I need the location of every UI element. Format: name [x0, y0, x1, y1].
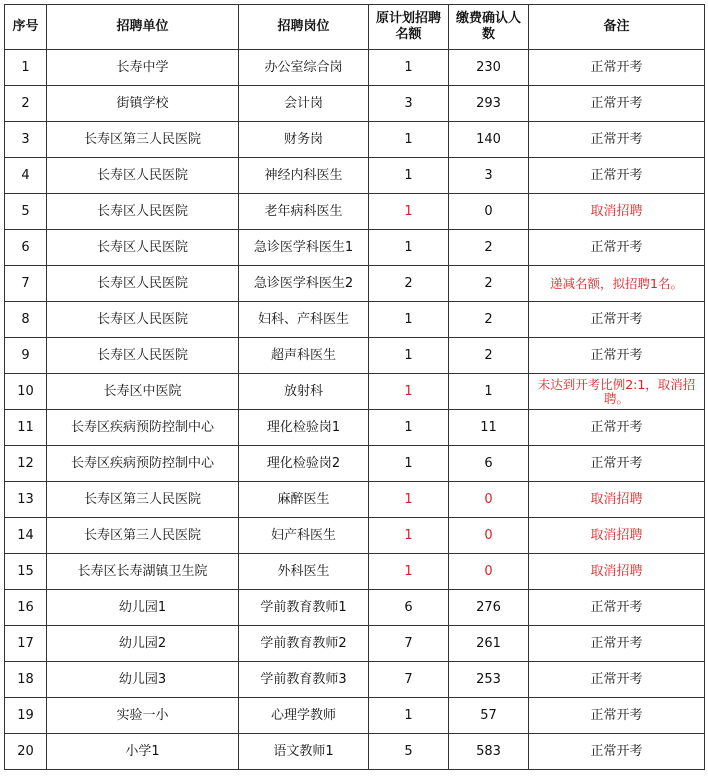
table-row: [5, 158, 705, 194]
table-row: [5, 662, 705, 698]
cell-plan: 1: [369, 338, 449, 374]
cell-paid: 2: [449, 302, 529, 338]
cell-note: 正常开考: [529, 698, 705, 734]
cell-note: 取消招聘: [529, 554, 705, 590]
cell-paid: 293: [449, 86, 529, 122]
cell-paid: 6: [449, 446, 529, 482]
cell-note: 正常开考: [529, 302, 705, 338]
cell-plan: 1: [369, 554, 449, 590]
cell-seq: 5: [5, 194, 47, 230]
cell-unit: 长寿区疾病预防控制中心: [47, 446, 239, 482]
table-row: [5, 410, 705, 446]
cell-plan: 7: [369, 626, 449, 662]
cell-paid: 2: [449, 266, 529, 302]
cell-plan: 2: [369, 266, 449, 302]
cell-post: 财务岗: [239, 122, 369, 158]
cell-unit: 长寿区第三人民医院: [47, 122, 239, 158]
cell-unit: 长寿区人民医院: [47, 302, 239, 338]
cell-post: 理化检验岗1: [239, 410, 369, 446]
cell-note: 正常开考: [529, 590, 705, 626]
table-row: [5, 302, 705, 338]
cell-paid: 1: [449, 374, 529, 410]
cell-post: 老年病科医生: [239, 194, 369, 230]
cell-seq: 8: [5, 302, 47, 338]
cell-post: 会计岗: [239, 86, 369, 122]
cell-paid: 57: [449, 698, 529, 734]
table-row: [5, 122, 705, 158]
cell-post: 放射科: [239, 374, 369, 410]
cell-unit: 幼儿园1: [47, 590, 239, 626]
table-row: [5, 230, 705, 266]
cell-note: 正常开考: [529, 230, 705, 266]
header-note: 备注: [529, 5, 705, 50]
cell-note: 正常开考: [529, 662, 705, 698]
cell-paid: 0: [449, 194, 529, 230]
recruitment-table-container: [4, 4, 705, 770]
cell-plan: 6: [369, 590, 449, 626]
cell-unit: 长寿区人民医院: [47, 338, 239, 374]
cell-note: 取消招聘: [529, 482, 705, 518]
table-row: [5, 734, 705, 770]
cell-seq: 12: [5, 446, 47, 482]
cell-post: 神经内科医生: [239, 158, 369, 194]
cell-note: 正常开考: [529, 626, 705, 662]
cell-plan: 1: [369, 158, 449, 194]
cell-seq: 20: [5, 734, 47, 770]
cell-post: 心理学教师: [239, 698, 369, 734]
table-row: [5, 86, 705, 122]
table-row: [5, 518, 705, 554]
cell-note: 正常开考: [529, 50, 705, 86]
cell-post: 麻醉医生: [239, 482, 369, 518]
cell-paid: 276: [449, 590, 529, 626]
table-row: [5, 590, 705, 626]
cell-paid: 0: [449, 554, 529, 590]
cell-unit: 长寿区人民医院: [47, 158, 239, 194]
cell-paid: 230: [449, 50, 529, 86]
cell-plan: 1: [369, 194, 449, 230]
cell-unit: 实验一小: [47, 698, 239, 734]
cell-note: 正常开考: [529, 410, 705, 446]
cell-unit: 长寿区人民医院: [47, 230, 239, 266]
table-row: [5, 374, 705, 410]
table-row: [5, 50, 705, 86]
cell-unit: 小学1: [47, 734, 239, 770]
cell-unit: 长寿区第三人民医院: [47, 518, 239, 554]
table-row: [5, 626, 705, 662]
cell-paid: 0: [449, 518, 529, 554]
cell-note: 取消招聘: [529, 194, 705, 230]
cell-note: 正常开考: [529, 158, 705, 194]
cell-note: 正常开考: [529, 122, 705, 158]
cell-seq: 19: [5, 698, 47, 734]
cell-plan: 7: [369, 662, 449, 698]
table-body: [5, 50, 705, 770]
cell-note: 正常开考: [529, 446, 705, 482]
cell-paid: 0: [449, 482, 529, 518]
cell-note: 取消招聘: [529, 518, 705, 554]
cell-unit: 长寿区中医院: [47, 374, 239, 410]
table-row: [5, 194, 705, 230]
cell-plan: 1: [369, 410, 449, 446]
cell-unit: 街镇学校: [47, 86, 239, 122]
cell-unit: 长寿区人民医院: [47, 194, 239, 230]
cell-unit: 长寿区人民医院: [47, 266, 239, 302]
cell-note: 未达到开考比例2:1，取消招聘。: [529, 374, 705, 410]
table-row: [5, 446, 705, 482]
cell-paid: 2: [449, 230, 529, 266]
cell-plan: 1: [369, 374, 449, 410]
cell-note: 递减名额，拟招聘1名。: [529, 266, 705, 302]
cell-plan: 3: [369, 86, 449, 122]
cell-unit: 幼儿园2: [47, 626, 239, 662]
table-row: [5, 698, 705, 734]
cell-seq: 18: [5, 662, 47, 698]
cell-unit: 幼儿园3: [47, 662, 239, 698]
cell-seq: 1: [5, 50, 47, 86]
header-post: 招聘岗位: [239, 5, 369, 50]
cell-post: 外科医生: [239, 554, 369, 590]
cell-post: 妇科、产科医生: [239, 302, 369, 338]
header-row: [5, 5, 705, 50]
cell-post: 理化检验岗2: [239, 446, 369, 482]
table-row: [5, 266, 705, 302]
cell-plan: 1: [369, 302, 449, 338]
cell-seq: 9: [5, 338, 47, 374]
cell-paid: 140: [449, 122, 529, 158]
recruitment-table: [4, 4, 705, 770]
cell-seq: 3: [5, 122, 47, 158]
cell-seq: 17: [5, 626, 47, 662]
cell-plan: 1: [369, 50, 449, 86]
cell-paid: 3: [449, 158, 529, 194]
cell-seq: 4: [5, 158, 47, 194]
cell-post: 妇产科医生: [239, 518, 369, 554]
cell-paid: 11: [449, 410, 529, 446]
cell-post: 语文教师1: [239, 734, 369, 770]
cell-note: 正常开考: [529, 338, 705, 374]
header-unit: 招聘单位: [47, 5, 239, 50]
header-plan: 原计划招聘名额: [369, 5, 449, 50]
cell-post: 急诊医学科医生1: [239, 230, 369, 266]
cell-unit: 长寿区第三人民医院: [47, 482, 239, 518]
cell-unit: 长寿区长寿湖镇卫生院: [47, 554, 239, 590]
cell-paid: 2: [449, 338, 529, 374]
cell-seq: 2: [5, 86, 47, 122]
header-seq: 序号: [5, 5, 47, 50]
cell-paid: 583: [449, 734, 529, 770]
header-paid: 缴费确认人数: [449, 5, 529, 50]
cell-unit: 长寿区疾病预防控制中心: [47, 410, 239, 446]
table-row: [5, 554, 705, 590]
cell-seq: 7: [5, 266, 47, 302]
cell-plan: 1: [369, 482, 449, 518]
cell-post: 学前教育教师1: [239, 590, 369, 626]
cell-plan: 1: [369, 230, 449, 266]
cell-plan: 5: [369, 734, 449, 770]
cell-plan: 1: [369, 122, 449, 158]
table-row: [5, 482, 705, 518]
cell-seq: 14: [5, 518, 47, 554]
cell-seq: 15: [5, 554, 47, 590]
cell-post: 学前教育教师2: [239, 626, 369, 662]
cell-seq: 10: [5, 374, 47, 410]
cell-unit: 长寿中学: [47, 50, 239, 86]
cell-post: 急诊医学科医生2: [239, 266, 369, 302]
cell-seq: 13: [5, 482, 47, 518]
cell-post: 学前教育教师3: [239, 662, 369, 698]
cell-plan: 1: [369, 446, 449, 482]
cell-seq: 16: [5, 590, 47, 626]
cell-note: 正常开考: [529, 734, 705, 770]
cell-paid: 253: [449, 662, 529, 698]
cell-seq: 6: [5, 230, 47, 266]
cell-paid: 261: [449, 626, 529, 662]
cell-post: 办公室综合岗: [239, 50, 369, 86]
cell-seq: 11: [5, 410, 47, 446]
cell-post: 超声科医生: [239, 338, 369, 374]
cell-plan: 1: [369, 518, 449, 554]
cell-plan: 1: [369, 698, 449, 734]
cell-note: 正常开考: [529, 86, 705, 122]
table-row: [5, 338, 705, 374]
